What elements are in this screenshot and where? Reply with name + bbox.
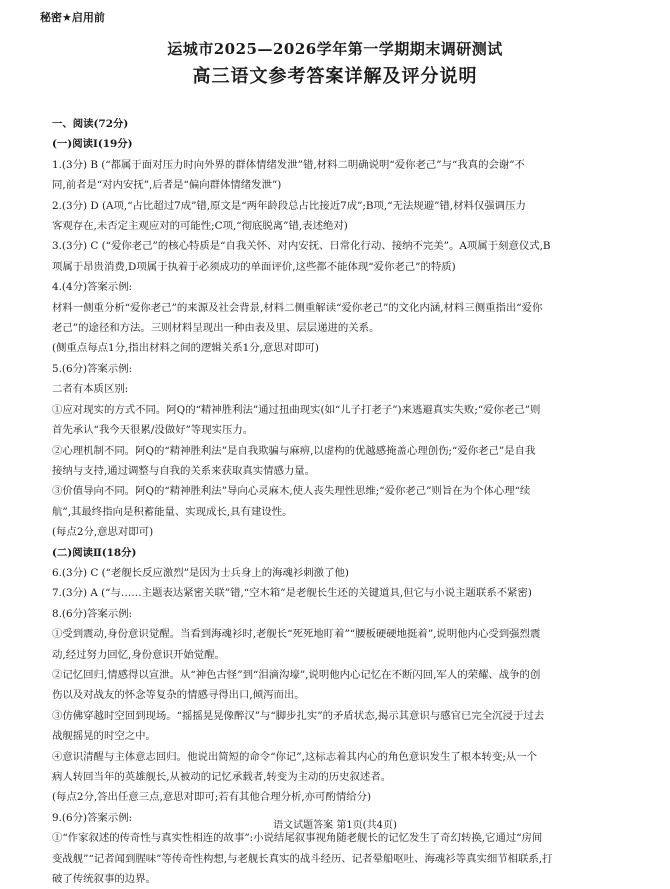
- answer-text-line: ③价值导向不同。阿Q的“精神胜利法”导向心灵麻木,使人丧失理性思维;“爱你老己”则旨在为个体心理“续: [52, 485, 531, 498]
- answer-text-line: (侧重点每点1分,指出材料之间的逻辑关系1分,意思对即可): [52, 342, 319, 355]
- answer-text-line: 首先承认“我今天很累/没做好”等现实压力。: [52, 424, 254, 437]
- answer-text-line: (每点2分,意思对即可): [52, 526, 154, 539]
- answer-item: 4.(4分)答案示例:: [52, 281, 133, 294]
- answer-item: 7.(3分) A (“与……主题表达紧密关联”错,“空木箱”是老舰长生还的关键道具,但它与小说主题联系不紧密): [52, 587, 532, 600]
- confidential-label: 秘密★启用前: [40, 11, 105, 24]
- answer-text-line: 变战舰”“记者闻到腥味”等传奇性构想,与老舰长真实的战斗经历、记者晕船呕吐、海魂衫等真实细节相联系,打: [52, 852, 553, 865]
- answer-text-line: ①受到震动,身份意识觉醒。当看到海魂衫时,老舰长“死死地盯着”“腰板硬硬地挺着”,说明他内心受到强烈震: [52, 628, 541, 641]
- answer-text-line: ①应对现实的方式不同。阿Q的“精神胜利法”通过扭曲现实(如“儿子打老子”)来逃避真实失败;“爱你老己”则: [52, 403, 541, 416]
- answer-text-line: 动,经过努力回忆,身份意识开始觉醒。: [52, 648, 225, 661]
- exam-title: 运城市2025—2026学年第一学期期末调研测试: [167, 40, 503, 58]
- document-title: 高三语文参考答案详解及评分说明: [192, 66, 478, 87]
- answer-text-line: 病人转回当年的英雄舰长,从被动的记忆承载者,转变为主动的历史叙述者。: [52, 771, 392, 783]
- answer-item: 6.(3分) C (“老舰长反应激烈”是因为士兵身上的海魂衫刺激了他): [52, 566, 349, 579]
- answer-text-line: 航”,其最终指向是积蓄能量、实现成长,具有建设性。: [52, 505, 293, 518]
- answer-content: [52, 114, 630, 889]
- answer-text-line: 破了传统叙事的边界。: [52, 873, 156, 886]
- answer-text-line: ③仿佛穿越时空回到现场。“摇摇晃晃像醉汉”与“脚步扎实”的矛盾状态,揭示其意识与感官已完全沉浸于过去: [52, 709, 545, 722]
- answer-item: 3.(3分) C (“爱你老己”的核心特质是“自我关怀、对内安抚、日常化行动、接纳不完美”。A项属于刻意仪式,B: [52, 240, 551, 253]
- answer-text-line: ②记忆回归,情感得以宣泄。从“神色古怪”到“泪滴沟壕”,说明他内心记忆在不断闪回,军人的荣耀、战争的创: [52, 668, 541, 681]
- answer-text-line: 同,前者是“对内安抚”,后者是“偏向群体情绪发泄”): [52, 179, 282, 192]
- answer-text-line: 二者有本质区别:: [52, 383, 129, 396]
- answer-item: 2.(3分) D (A项,“占比超过7成”错,原文是“两年龄段总占比接近7成”;B项,“无法规避”错,材料仅强调压力: [52, 199, 526, 212]
- answer-text-line: ④意识清醒与主体意志回归。他说出简短的命令“你记”,这标志着其内心的角色意识发生了根本转变;从一个: [52, 750, 538, 763]
- answer-text-line: 伤以及对战友的怀念等复杂的情感寻得出口,倾泻而出。: [52, 689, 305, 702]
- answer-text-line: 接纳与支持,通过调整与自我的关系来获取真实情感力量。: [52, 464, 316, 477]
- answer-item: 1.(3分) B (“都属于面对压力时向外界的群体情绪发泄”错,材料二明确说明“爱你老己”与“我真的会谢”不: [52, 158, 525, 171]
- answer-text-line: 客观存在,未否定主观应对的可能性;C项,“彻底脱离”错,表述绝对): [52, 220, 348, 233]
- answer-text-line: 项属于昂贵消费,D项属于执着于必须成功的单面评价,这些都不能体现“爱你老己”的特质): [52, 260, 456, 273]
- answer-text-line: (每点2分,答出任意三点,意思对即可;若有其他合理分析,亦可酌情给分): [52, 791, 372, 804]
- answer-text-line: ①“作家叙述的传奇性与真实性相连的故事”:小说结尾叙事视角随老舰长的记忆发生了奇幻转换,它通过“房间: [52, 832, 543, 845]
- answer-text-line: 材料一侧重分析“爱你老己”的来源及社会背景,材料二侧重解读“爱你老己”的文化内涵,材料三侧重指出“爱你: [52, 301, 543, 314]
- answer-item: 8.(6分)答案示例:: [52, 607, 133, 620]
- section-heading: (二)阅读Ⅱ(18分): [52, 546, 137, 559]
- page-footer: 语文试题答案 第1页(共4页): [273, 820, 397, 831]
- answer-item: 5.(6分)答案示例:: [52, 362, 133, 375]
- section-heading: (一)阅读Ⅰ(19分): [52, 138, 133, 151]
- section-heading: 一、阅读(72分): [52, 118, 129, 130]
- answer-text-line: ②心理机制不同。阿Q的“精神胜利法”是自我欺骗与麻痹,以虚构的优越感掩盖心理创伤;“爱你老己”是自我: [52, 444, 536, 457]
- answer-item: 9.(6分)答案示例:: [52, 811, 133, 824]
- answer-text-line: 战舰摇晃的时空之中。: [52, 730, 156, 743]
- answer-text-line: 老己”的途径和方法。三则材料呈现出一种由表及里、层层递进的关系。: [52, 322, 380, 335]
